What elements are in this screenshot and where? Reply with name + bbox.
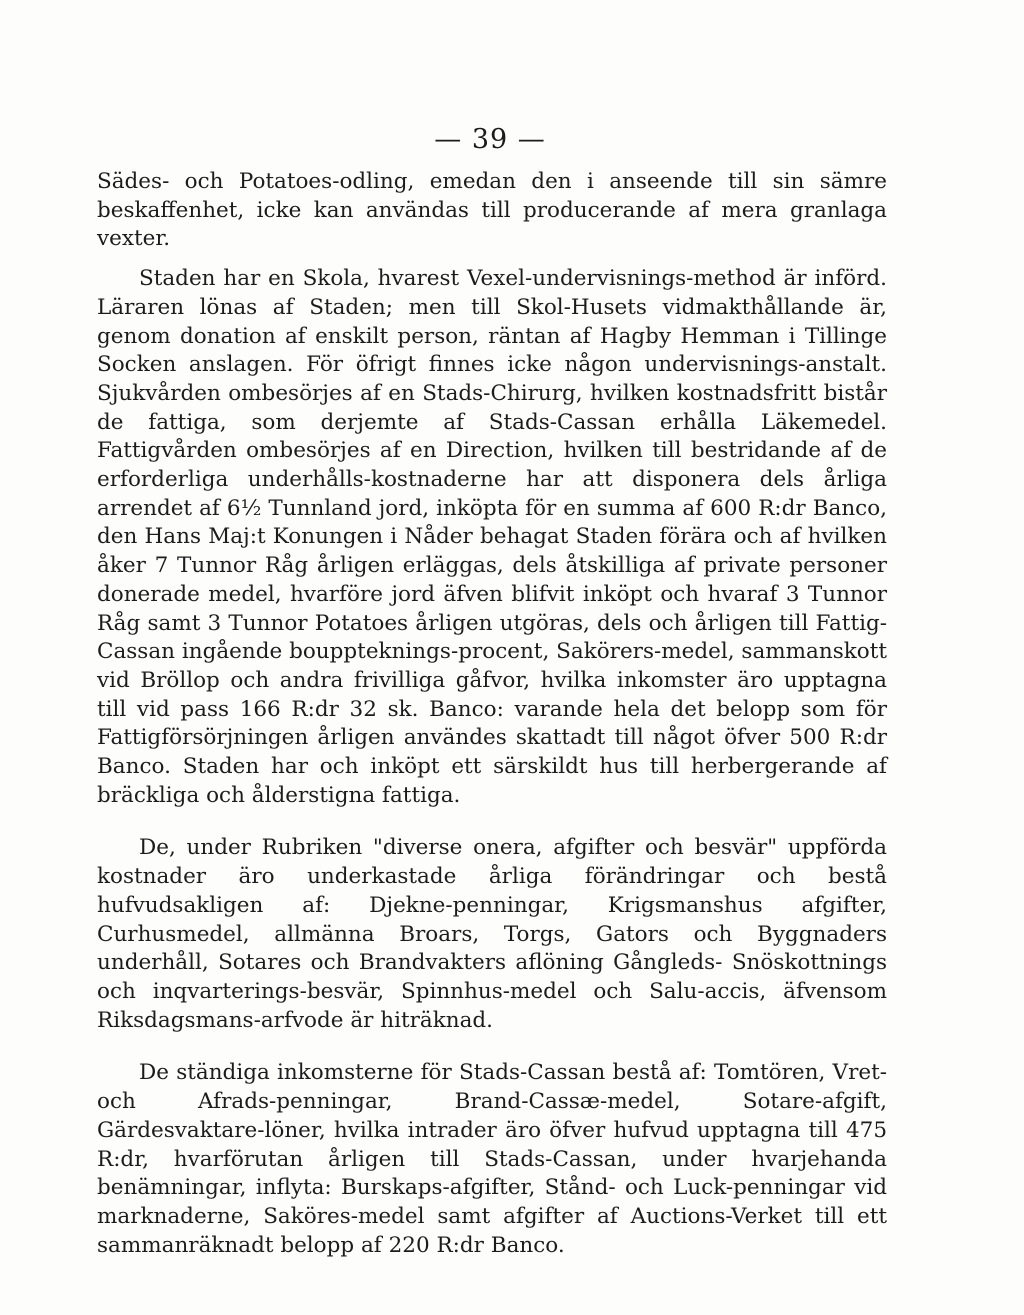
page-number: — 39 — [434,124,546,155]
paragraph-gap [97,810,887,834]
paragraph-gap [97,1035,887,1059]
paragraph-odling: Sädes- och Potatoes-odling, emedan den i anseende till sin sämre beskaffenhet, icke kan användas till producerande af mera granlaga vexter. [97,169,887,252]
paragraph-gap [97,254,887,265]
paragraph-diverse-onera: De, under Rubriken "diverse onera, afgifter och besvär" uppförda kostnader äro underkastade årliga förändringar och bestå hufvudsakligen af: Djekne-penningar, Krigsmanshus afgifter, Curhusmedel, allmänna Broars, Torgs, Gators och Byggnaders underhåll, Sotares och Brandvakters aflöning Gångleds- Snöskottnings och inqvarterings-besvär, Spinnhus-medel och Salu-accis, äfvensom Riksdagsmans-arfvode är hiträknad. [97,835,887,1033]
paragraph-stadscassan-inkomster: De ständiga inkomsterne för Stads-Cassan bestå af: Tomtören, Vret- och Afrads-penningar, Brand-Cassæ-medel, Sotare-afgift, Gärdesvaktare-löner, hvilka intrader äro öfver hufvud upptagna till 475 R:dr, hvarförutan årligen till Stads-Cassan, under hvarjehanda benämningar, inflyta: Burskaps-afgifter, Stånd- och Luck-penningar vid marknaderne, Saköres-medel samt afgifter af Auctions-Verket till ett sammanräknadt belopp af 220 R:dr Banco. [97,1060,887,1258]
paragraph-skola-fattigvard: Staden har en Skola, hvarest Vexel-undervisnings-method är införd. Läraren lönas af Staden; men till Skol-Husets vidmakthållande är, genom donation af enskilt person, räntan af Hagby Hemman i Tillinge Socken anslagen. För öfrigt finnes icke någon undervisnings-anstalt. Sjukvården ombesörjes af en Stads-Chirurg, hvilken kostnadsfritt bistår de fattiga, som derjemte af Stads-Cassan erhålla Läkemedel. Fattigvården ombesörjes af en Direction, hvilken till bestridande af de erforderliga underhålls-kostnaderne har att disponera dels årliga arrendet af 6½ Tunnland jord, inköpta för en summa af 600 R:dr Banco, den Hans Maj:t Konungen i Nåder behagat Staden förära och af hvilken åker 7 Tunnor Råg årligen erläggas, dels åtskilliga af private personer donerade medel, hvarföre jord äfven blifvit inköpt och hvaraf 3 Tunnor Råg samt 3 Tunnor Potatoes årligen utgöras, dels och årligen till Fattig-Cassan ingående bouppteknings-procent, Sakörers-medel, sammanskott vid Bröllop och andra frivilliga gåfvor, hvilka inkomster äro upptagna till vid pass 166 R:dr 32 sk. Banco: varande hela det belopp som för Fattigförsörjningen årligen användes skattadt till något öfver 500 R:dr Banco. Staden har och inköpt ett särskildt hus till herbergerande af bräckliga och ålderstigna fattiga. [97,266,887,808]
body-text [97,168,887,1260]
